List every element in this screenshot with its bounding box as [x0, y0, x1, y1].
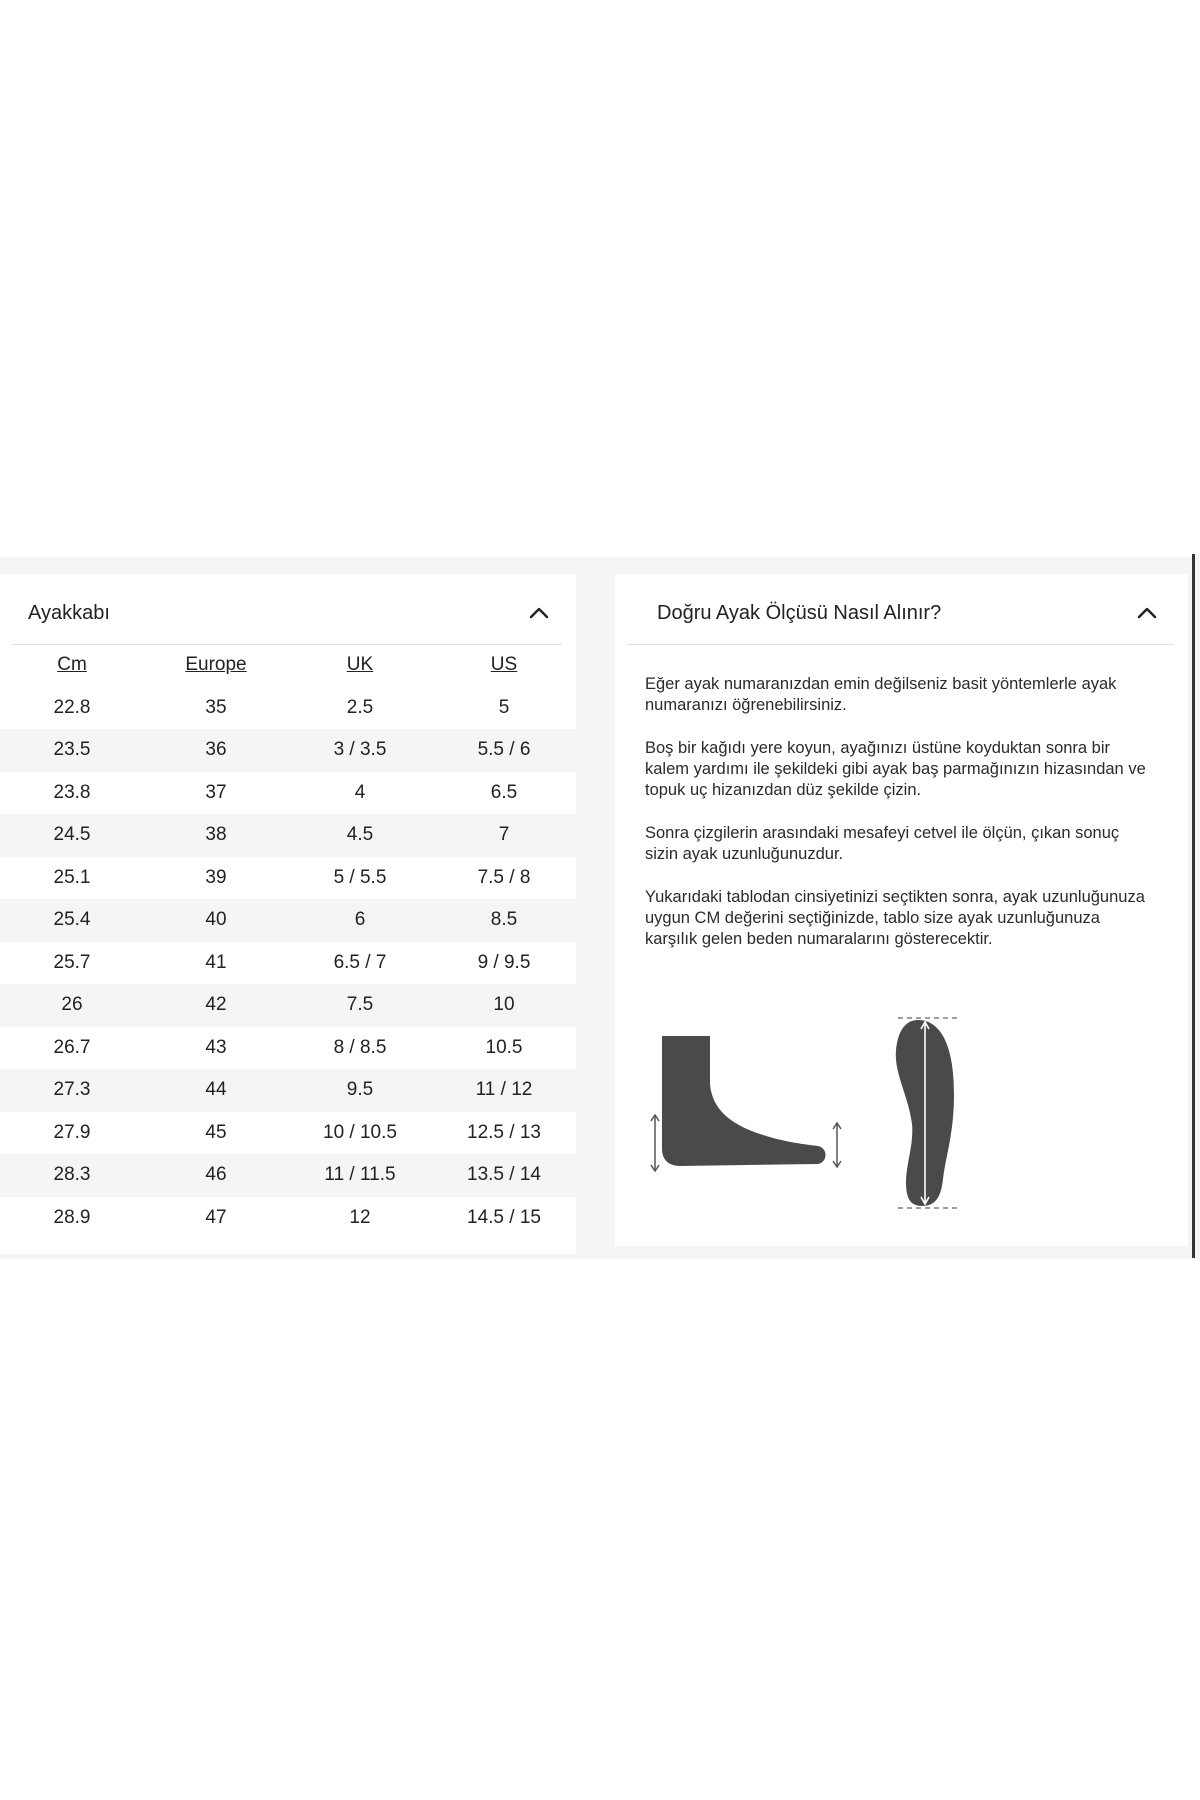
cell-cm: 27.9 — [53, 1121, 91, 1143]
size-chart-title: Ayakkabı — [28, 602, 110, 624]
cell-uk: 4.5 — [288, 814, 432, 857]
cell-cm: 26 — [0, 984, 144, 1027]
table-row — [0, 729, 576, 772]
cell-uk: 2.5 — [346, 696, 374, 718]
size-table-header-row — [0, 644, 576, 687]
column-header-us: US — [490, 654, 518, 676]
cell-uk: 5 / 5.5 — [333, 866, 387, 888]
table-row — [0, 942, 576, 985]
cell-cm: 22.8 — [53, 696, 91, 718]
cell-europe: 36 — [144, 729, 288, 772]
cell-us: 7 — [432, 814, 576, 857]
cell-us: 12.5 / 13 — [467, 1121, 541, 1143]
cell-europe: 39 — [205, 866, 227, 888]
cell-uk: 11 / 11.5 — [288, 1154, 432, 1197]
cell-europe: 40 — [144, 899, 288, 942]
cell-europe: 42 — [144, 984, 288, 1027]
cell-cm: 24.5 — [0, 814, 144, 857]
scrollbar[interactable] — [1192, 554, 1195, 1258]
cell-uk: 3 / 3.5 — [288, 729, 432, 772]
table-row — [0, 984, 576, 1027]
size-guide-section — [0, 557, 1200, 1259]
chevron-up-icon[interactable] — [528, 602, 550, 624]
table-row — [0, 1154, 576, 1197]
table-row — [0, 772, 576, 815]
cell-uk: 12 — [349, 1206, 371, 1228]
cell-europe: 35 — [205, 696, 227, 718]
cell-cm: 23.5 — [0, 729, 144, 772]
cell-uk: 8 / 8.5 — [333, 1036, 387, 1058]
column-header-cm: Cm — [57, 654, 87, 676]
cell-us: 11 / 12 — [432, 1069, 576, 1112]
cell-cm: 23.8 — [53, 781, 91, 803]
foot-measure-illustration — [650, 1014, 1010, 1224]
cell-europe: 47 — [205, 1206, 227, 1228]
table-row — [0, 857, 576, 900]
cell-cm: 27.3 — [0, 1069, 144, 1112]
guide-paragraph: Boş bir kağıdı yere koyun, ayağınızı üstüne koyduktan sonra bir kalem yardımı ile şekildeki gibi ayak baş parmağınızın hizasından ve topuk uç hizanızdan düz şekilde çizin. — [645, 739, 1146, 799]
chevron-up-icon[interactable] — [1136, 602, 1158, 624]
cell-uk: 9.5 — [288, 1069, 432, 1112]
measure-guide-header[interactable] — [627, 574, 1174, 645]
cell-europe: 45 — [205, 1121, 227, 1143]
table-row — [0, 1112, 576, 1155]
cell-us: 7.5 / 8 — [477, 866, 531, 888]
cell-uk: 10 / 10.5 — [323, 1121, 397, 1143]
cell-us: 5.5 / 6 — [432, 729, 576, 772]
cell-us: 10 — [432, 984, 576, 1027]
cell-cm: 26.7 — [53, 1036, 91, 1058]
table-row — [0, 1069, 576, 1112]
table-row — [0, 899, 576, 942]
cell-uk: 7.5 — [288, 984, 432, 1027]
cell-us: 10.5 — [485, 1036, 523, 1058]
cell-europe: 46 — [144, 1154, 288, 1197]
foot-sole-view-icon — [896, 1018, 960, 1208]
cell-uk: 6 — [288, 899, 432, 942]
guide-paragraph: Sonra çizgilerin arasındaki mesafeyi cetvel ile ölçün, çıkan sonuç sizin ayak uzunluğunuzdur. — [645, 824, 1120, 863]
cell-europe: 38 — [144, 814, 288, 857]
cell-europe: 44 — [144, 1069, 288, 1112]
guide-paragraph: Yukarıdaki tablodan cinsiyetinizi seçtikten sonra, ayak uzunluğunuza uygun CM değerini seçtiğinizde, tablo size ayak uzunluğunuza karşılık gelen beden numaralarını gösterecektir. — [645, 888, 1145, 948]
size-table — [0, 644, 576, 1239]
cell-europe: 37 — [205, 781, 227, 803]
cell-cm: 25.1 — [53, 866, 91, 888]
cell-uk: 6.5 / 7 — [333, 951, 387, 973]
table-row — [0, 1027, 576, 1070]
cell-cm: 28.3 — [0, 1154, 144, 1197]
column-header-europe: Europe — [185, 654, 247, 676]
cell-cm: 25.4 — [0, 899, 144, 942]
cell-us: 13.5 / 14 — [432, 1154, 576, 1197]
measure-guide-text — [645, 674, 1155, 972]
cell-us: 14.5 / 15 — [467, 1206, 541, 1228]
cell-cm: 25.7 — [53, 951, 91, 973]
cell-cm: 28.9 — [53, 1206, 91, 1228]
cell-europe: 43 — [205, 1036, 227, 1058]
table-row — [0, 814, 576, 857]
measure-guide-title: Doğru Ayak Ölçüsü Nasıl Alınır? — [657, 602, 942, 624]
table-row — [0, 687, 576, 730]
size-chart-header[interactable] — [12, 574, 562, 645]
cell-us: 5 — [498, 696, 510, 718]
cell-us: 8.5 — [432, 899, 576, 942]
column-header-uk: UK — [346, 654, 374, 676]
cell-europe: 41 — [205, 951, 227, 973]
table-row — [0, 1197, 576, 1240]
guide-paragraph: Eğer ayak numaranızdan emin değilseniz basit yöntemlerle ayak numaranızı öğrenebilirsiniz. — [645, 675, 1117, 714]
cell-us: 9 / 9.5 — [477, 951, 531, 973]
cell-us: 6.5 — [490, 781, 518, 803]
foot-side-view-icon — [651, 1036, 841, 1171]
cell-uk: 4 — [354, 781, 366, 803]
size-chart-panel — [0, 574, 576, 1254]
measure-guide-panel — [615, 574, 1188, 1246]
